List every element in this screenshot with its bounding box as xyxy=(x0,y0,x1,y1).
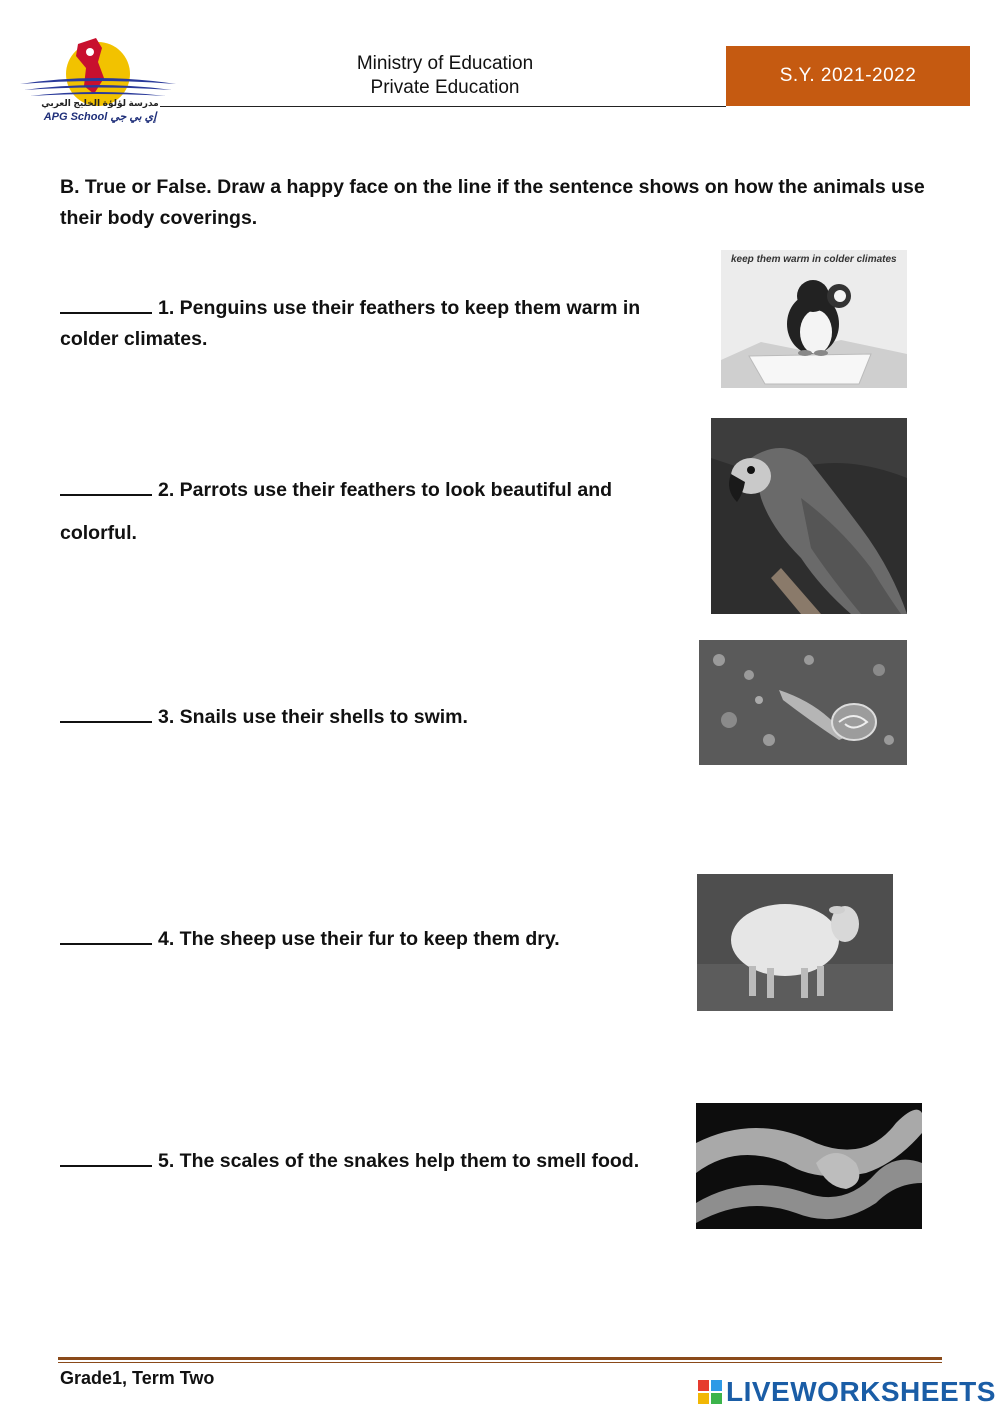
ministry-line2: Private Education xyxy=(370,77,520,98)
footer-rule-thin xyxy=(58,1362,942,1363)
question-2-continuation: colorful. xyxy=(60,522,137,544)
answer-blank-3[interactable] xyxy=(60,701,152,723)
answer-blank-5[interactable] xyxy=(60,1145,152,1167)
school-year-badge: S.Y. 2021-2022 xyxy=(726,46,970,106)
answer-blank-4[interactable] xyxy=(60,923,152,945)
ministry-heading xyxy=(300,52,590,100)
question-1 xyxy=(60,292,700,355)
grade-term-label: Grade1, Term Two xyxy=(60,1368,215,1388)
liveworksheets-text: LIVEWORKSHEETS xyxy=(726,1376,996,1407)
sheep-image xyxy=(697,874,893,1011)
header-rule xyxy=(160,106,726,107)
penguin-image xyxy=(721,250,907,388)
footer-rule-thick xyxy=(58,1357,942,1360)
logo-arabic-text: مدرسة لؤلؤة الخليج العربي xyxy=(41,98,159,108)
question-5-text: 5. The scales of the snakes help them to smell food. xyxy=(158,1150,640,1172)
logo-english-text: APG School إي بي جي xyxy=(43,111,157,123)
question-3 xyxy=(60,701,680,733)
question-1-text: 1. Penguins use their feathers to keep them warm in xyxy=(158,297,641,319)
answer-blank-1[interactable] xyxy=(60,292,152,314)
ministry-line1: Ministry of Education xyxy=(356,53,534,74)
question-5 xyxy=(60,1145,690,1177)
instructions: B. True or False. Draw a happy face on the line if the sentence shows on how the animals use their body coverings. xyxy=(60,176,925,229)
question-2-text: 2. Parrots use their feathers to look beautiful and xyxy=(158,479,613,501)
snake-image xyxy=(696,1103,922,1229)
liveworksheets-logo xyxy=(698,1376,996,1408)
question-4 xyxy=(60,923,680,955)
liveworksheets-icon xyxy=(698,1380,722,1404)
question-3-text: 3. Snails use their shells to swim. xyxy=(158,706,468,728)
question-1-continuation: colder climates. xyxy=(60,328,208,350)
snail-image xyxy=(699,640,907,765)
question-4-text: 4. The sheep use their fur to keep them dry. xyxy=(158,928,560,950)
penguin-caption: keep them warm in colder climates xyxy=(731,254,897,265)
parrot-image xyxy=(711,418,907,614)
question-2 xyxy=(60,474,700,506)
answer-blank-2[interactable] xyxy=(60,474,152,496)
